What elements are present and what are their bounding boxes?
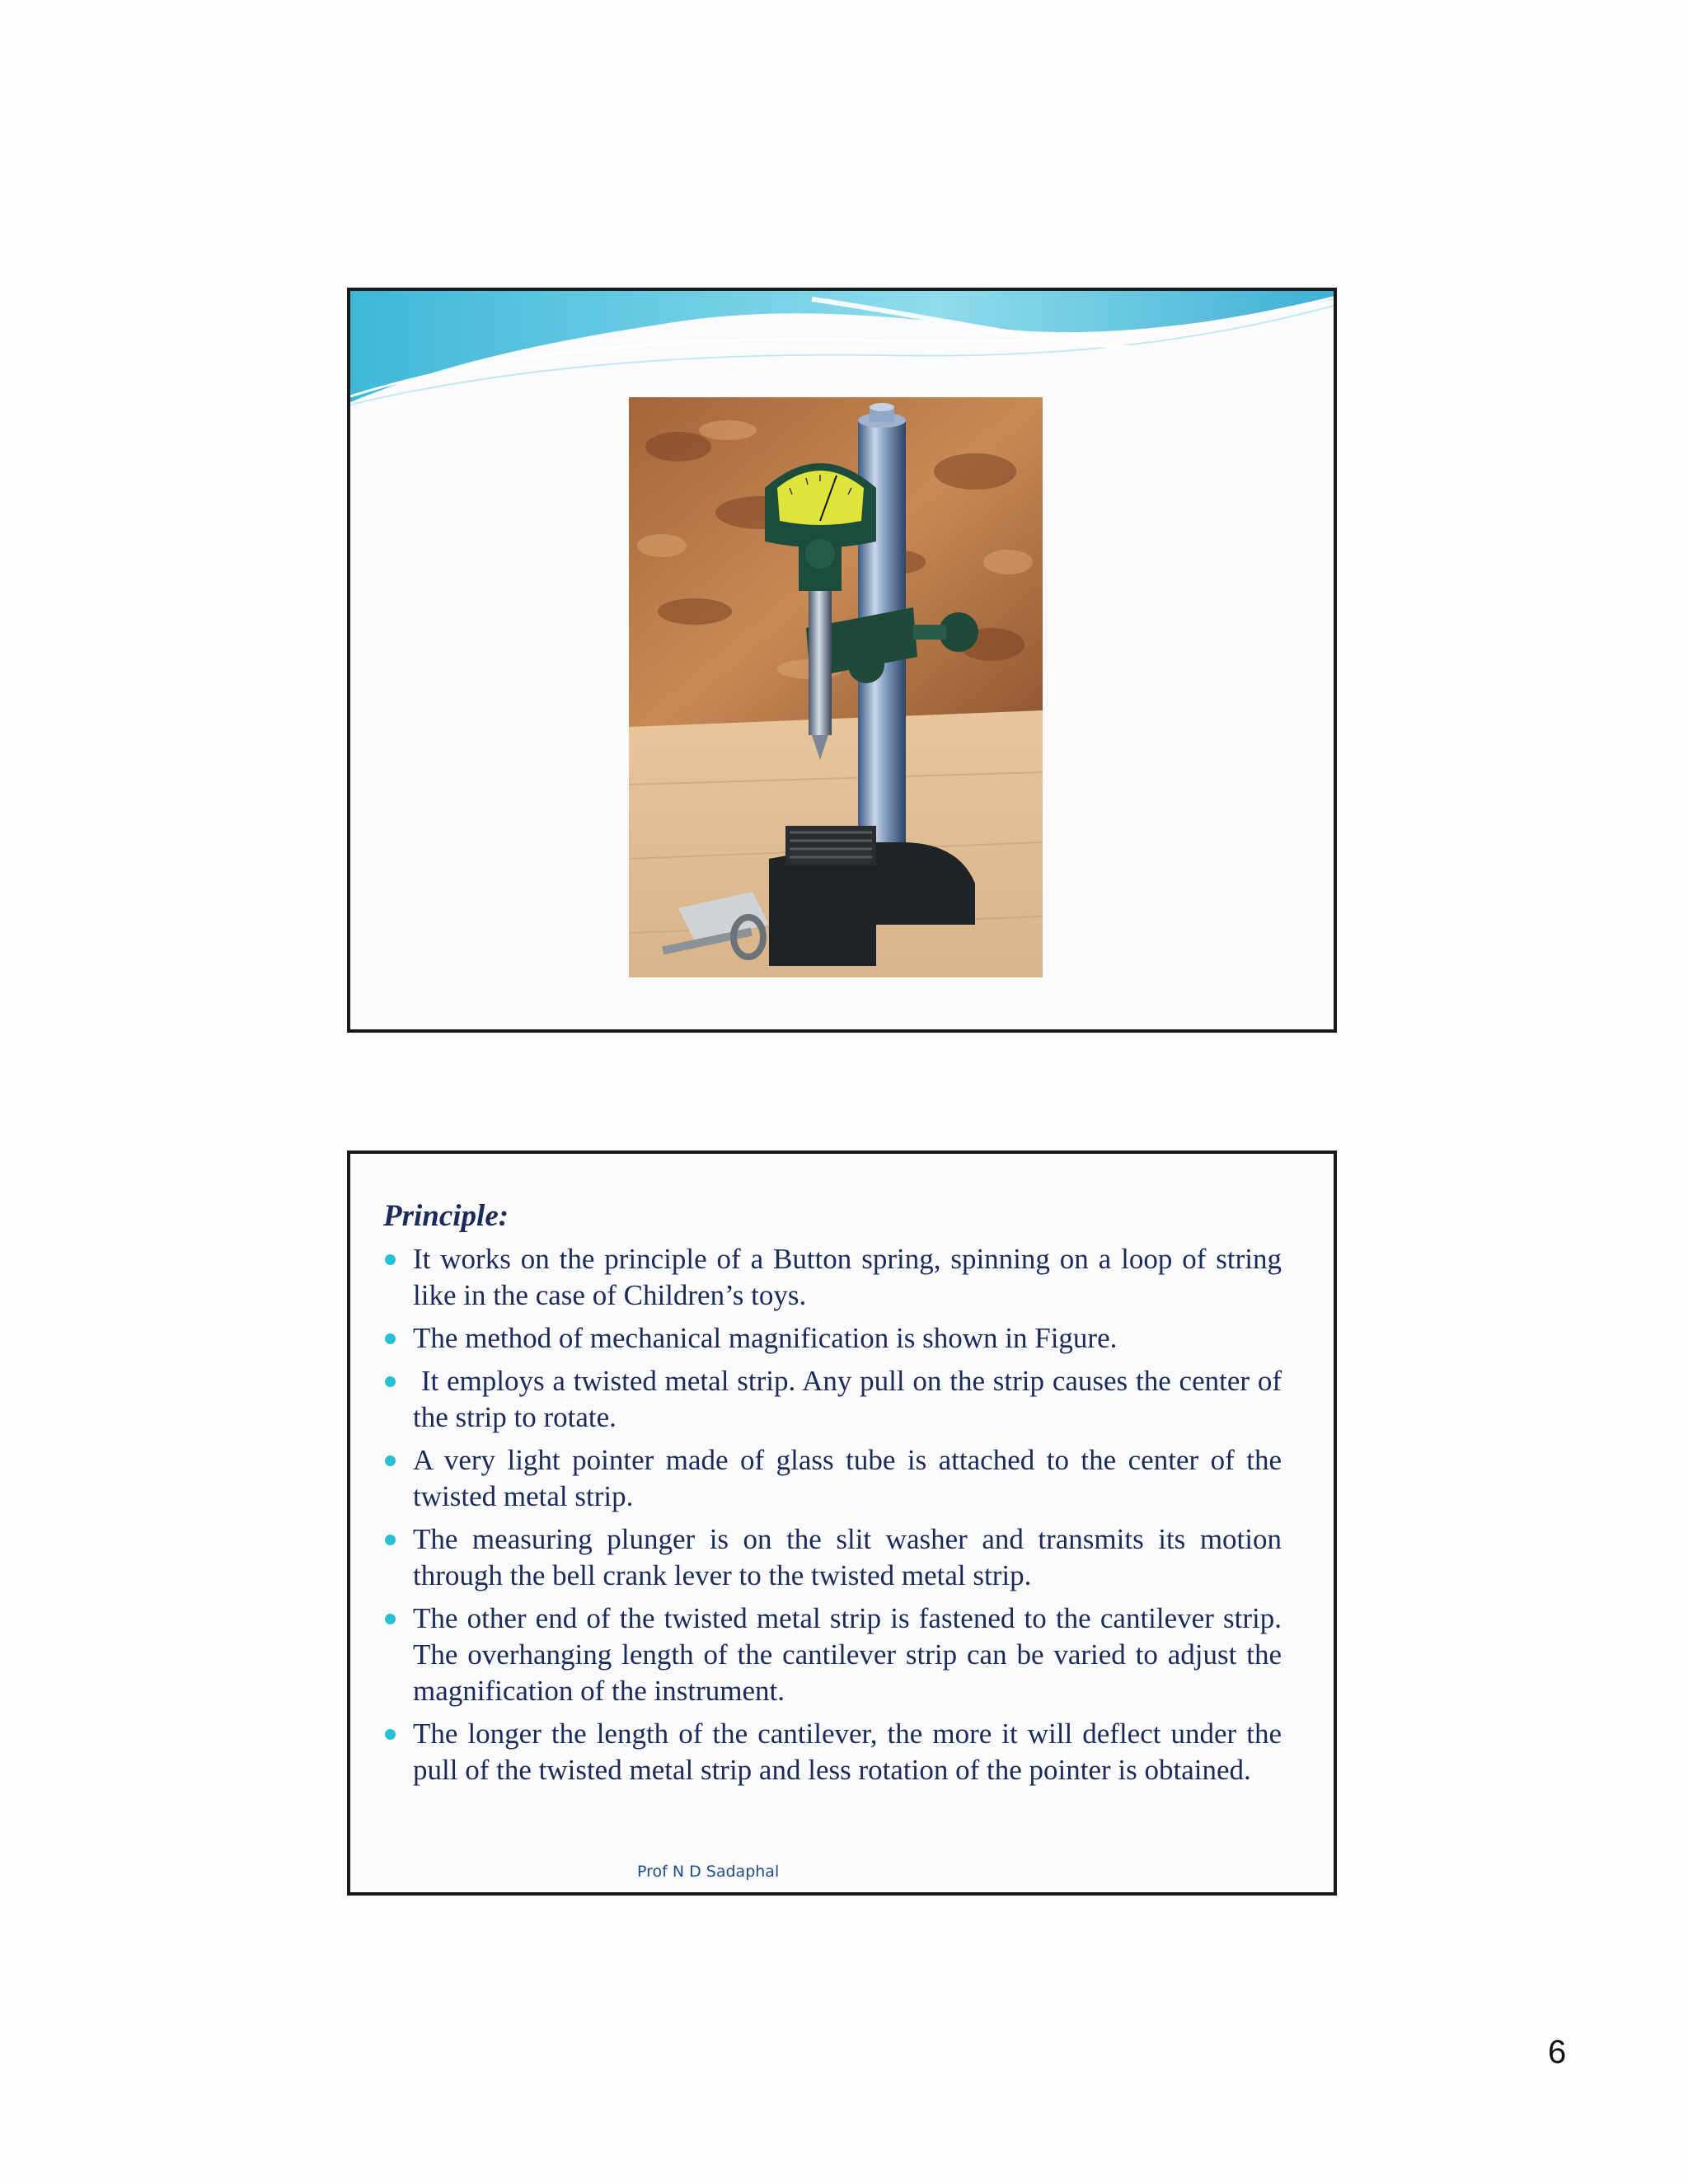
bullet-text: A very light pointer made of glass tube is attached to the center of the twisted metal strip.: [413, 1444, 1282, 1512]
list-item: [383, 1363, 1289, 1436]
principle-bullet-list: [383, 1241, 1289, 1795]
slide-footer-author: Prof N D Sadaphal: [637, 1863, 780, 1881]
principle-heading: Principle:: [383, 1199, 509, 1233]
header-wave-decoration: [350, 291, 1334, 415]
height-gauge-photo: [629, 397, 1043, 977]
page-number: 6: [1548, 2034, 1567, 2070]
slide-principle: [347, 1151, 1337, 1896]
bullet-text: The other end of the twisted metal strip is fastened to the cantilever strip. The overhanging length of the cantilever strip can be varied to adjust the magnification of the instrument.: [413, 1602, 1282, 1707]
bullet-text: It works on the principle of a Button spring, spinning on a loop of string like in the case of Children’s toys.: [413, 1243, 1282, 1311]
bullet-dot-icon: [385, 1455, 396, 1466]
slide-image: [347, 288, 1337, 1033]
list-item: [383, 1241, 1282, 1314]
bullet-text: The method of mechanical magnification is shown in Figure.: [413, 1322, 1118, 1354]
bullet-dot-icon: [385, 1729, 396, 1740]
bullet-text: The longer the length of the cantilever, the more it will deflect under the pull of the twisted metal strip and less rotation of the pointer is obtained.: [413, 1718, 1282, 1786]
bullet-dot-icon: [385, 1376, 396, 1387]
bullet-dot-icon: [385, 1535, 396, 1545]
list-item: [383, 1716, 1282, 1788]
list-item: [383, 1521, 1282, 1594]
list-item: [383, 1442, 1282, 1515]
list-item: [383, 1601, 1282, 1709]
bullet-dot-icon: [385, 1254, 396, 1265]
bullet-text: The measuring plunger is on the slit washer and transmits its motion through the bell crank lever to the twisted metal strip.: [413, 1523, 1282, 1591]
list-item: [383, 1320, 1282, 1357]
bullet-dot-icon: [385, 1614, 396, 1624]
bullet-dot-icon: [385, 1333, 396, 1344]
bullet-text: It employs a twisted metal strip. Any pull on the strip causes the center of the strip to rotate.: [413, 1365, 1289, 1433]
